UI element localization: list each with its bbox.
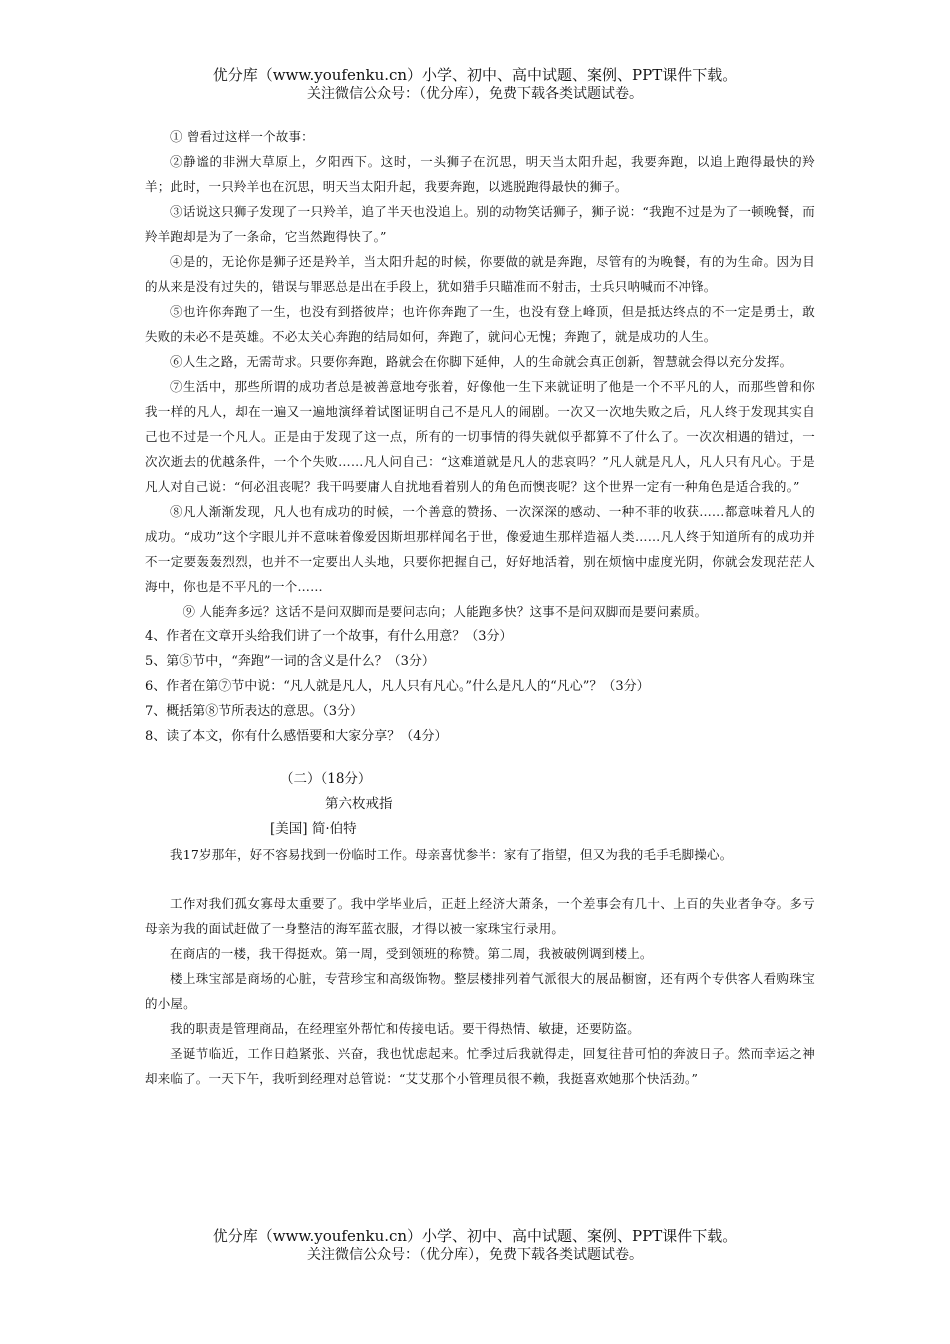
article2-paragraph-6: 圣诞节临近，工作日趋紧张、兴奋，我也忧虑起来。忙季过后我就得走，回复往昔可怕的奔波日子。然而幸运之神却来临了。一天下午，我听到经理对总管说：“艾艾那个小管理员很不赖，我挺喜欢她那个快活劲。”	[145, 1046, 815, 1086]
article2-title: 第六枚戒指	[325, 796, 393, 812]
question-8: 8、读了本文，你有什么感悟要和大家分享？（4分）	[145, 729, 448, 744]
article1-paragraph-3: ③话说这只狮子发现了一只羚羊，追了半天也没追上。别的动物笑话狮子，狮子说：“我跑不过是为了一顿晚餐，而羚羊跑却是为了一条命，它当然跑得快了。”	[145, 204, 815, 244]
article1-paragraph-4: ④是的，无论你是狮子还是羚羊，当太阳升起的时候，你要做的就是奔跑，尽管有的为晚餐，有的为生命。因为目的从来是没有过失的，错误与罪恶总是出在手段上，犹如猎手只瞄准而不射击，士兵只呐喊而不冲锋。	[145, 254, 815, 294]
footer-line-2: 关注微信公众号：（优分库），免费下载各类试题试卷。	[307, 1247, 643, 1263]
article2-author: [美国] 简·伯特	[270, 821, 357, 837]
section-heading: （二）（18分）	[280, 771, 372, 787]
article2-paragraph-3: 在商店的一楼，我干得挺欢。第一周，受到领班的称赞。第二周，我被破例调到楼上。	[170, 946, 653, 961]
article1-paragraph-1: ① 曾看过这样一个故事：	[170, 129, 314, 144]
article1-paragraph-5: ⑤也许你奔跑了一生，也没有到搭彼岸；也许你奔跑了一生，也没有登上峰顶，但是抵达终点的不一定是勇士，敢失败的未必不是英雄。不必太关心奔跑的结局如何，奔跑了，就问心无愧；奔跑了，就是成功的人生。	[145, 304, 815, 344]
article1-paragraph-8: ⑧凡人渐渐发现，凡人也有成功的时候，一个善意的赞扬、一次深深的感动、一种不菲的收获……都意味着凡人的成功。“成功”这个字眼儿并不意味着像爱因斯坦那样闻名于世，像爱迪生那样造福人类……凡人终于知道所有的成功并不一定要轰轰烈烈，也并不一定要出人头地，只要你把握自己，好好地活着，别在烦恼中虚度光阴，你就会发现茫茫人海中，你也是不平凡的一个……	[145, 504, 815, 594]
question-5: 5、第⑤节中，“奔跑”一词的含义是什么？（3分）	[145, 654, 435, 669]
article2-paragraph-4: 楼上珠宝部是商场的心脏，专营珍宝和高级饰物。整层楼排列着气派很大的展品橱窗，还有两个专供客人看购珠宝的小屋。	[145, 971, 815, 1011]
header-line-2: 关注微信公众号：（优分库），免费下载各类试题试卷。	[307, 86, 643, 102]
document-body	[145, 124, 815, 1091]
page-header	[0, 66, 950, 104]
question-7: 7、概括第⑧节所表达的意思。（3分）	[145, 704, 364, 719]
article2-paragraph-1: 我17岁那年，好不容易找到一份临时工作。母亲喜忧参半：家有了指望，但又为我的毛手毛脚操心。	[170, 847, 733, 862]
page-footer	[0, 1227, 950, 1265]
article2-paragraph-5: 我的职责是管理商品，在经理室外帮忙和传接电话。要干得热情、敏捷，还要防盗。	[170, 1021, 640, 1036]
question-4: 4、作者在文章开头给我们讲了一个故事，有什么用意？（3分）	[145, 629, 513, 644]
article2-paragraph-2: 工作对我们孤女寡母太重要了。我中学毕业后，正赶上经济大萧条，一个差事会有几十、上百的失业者争夺。多亏母亲为我的面试赶做了一身整洁的海军蓝衣服，才得以被一家珠宝行录用。	[145, 896, 815, 936]
article1-paragraph-9: ⑨ 人能奔多远？这话不是问双脚而是要问志向；人能跑多快？这事不是问双脚而是要问素质。	[182, 604, 708, 619]
article1-paragraph-2: ②静谧的非洲大草原上，夕阳西下。这时，一头狮子在沉思，明天当太阳升起，我要奔跑，以追上跑得最快的羚羊；此时，一只羚羊也在沉思，明天当太阳升起，我要奔跑，以逃脱跑得最快的狮子。	[145, 154, 815, 194]
question-6: 6、作者在第⑦节中说：“凡人就是凡人，凡人只有凡心。”什么是凡人的“凡心”？（3分）	[145, 679, 650, 694]
footer-line-1: 优分库（www.youfenku.cn）小学、初中、高中试题、案例、PPT课件下载。	[212, 1227, 738, 1245]
article1-paragraph-7: ⑦生活中，那些所谓的成功者总是被善意地夸张着，好像他一生下来就证明了他是一个不平凡的人，而那些曾和你我一样的凡人，却在一遍又一遍地演绎着试图证明自己不是凡人的闹剧。一次又一次地失败之后，凡人终于发现其实自己也不过是一个凡人。正是由于发现了这一点，所有的一切事情的得失就似乎都算不了什么了。一次次相遇的错过，一次次逝去的优越条件，一个个失败……凡人问自己：“这难道就是凡人的悲哀吗？”凡人就是凡人，凡人只有凡心。于是凡人对自己说：“何必沮丧呢？我干吗要庸人自扰地看着别人的角色而懊丧呢？这个世界一定有一种角色是适合我的。”	[145, 379, 815, 494]
header-line-1: 优分库（www.youfenku.cn）小学、初中、高中试题、案例、PPT课件下载。	[212, 66, 738, 84]
article1-paragraph-6: ⑥人生之路，无需苛求。只要你奔跑，路就会在你脚下延伸，人的生命就会真正创新，智慧就会得以充分发挥。	[170, 354, 793, 369]
